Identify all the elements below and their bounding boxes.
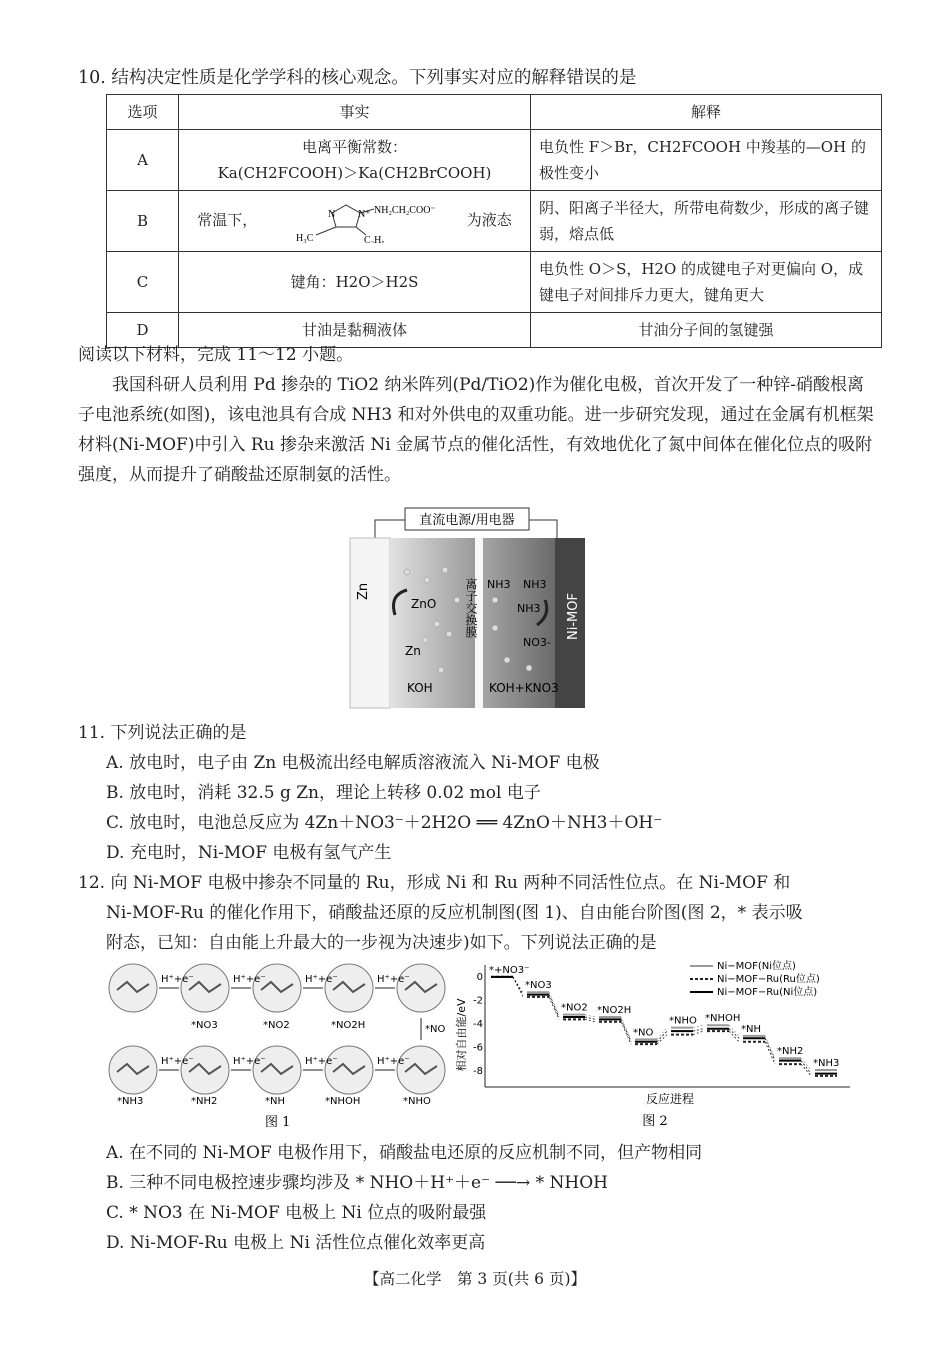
step-label: H⁺+e⁻ — [377, 1056, 410, 1067]
species-nh3: NH3 — [523, 578, 547, 591]
q12-title-line: 附态，已知：自由能上升最大的一步视为决速步)如下。下列说法正确的是 — [106, 933, 657, 953]
ionic-liquid-structure — [262, 199, 462, 243]
energy-connector — [585, 1015, 595, 1017]
fact-suffix: 为液态 — [466, 211, 512, 229]
q12-option-c: C. * NO3 在 Ni-MOF 电极上 Ni 位点的吸附最强 — [106, 1203, 487, 1223]
step-label: *+NO3⁻ — [489, 964, 530, 976]
row-fact: 键角：H2O＞H2S — [179, 252, 531, 313]
step-label: *NHOH — [705, 1013, 741, 1025]
fig1-caption: 图 1 — [265, 1115, 291, 1130]
q12-option-a: A. 在不同的 Ni-MOF 电极作用下，硝酸盐电还原的反应机制不同，但产物相同 — [106, 1143, 703, 1163]
species-zno: ZnO — [411, 597, 437, 611]
fig2-caption: 图 2 — [642, 1114, 668, 1129]
reading-lead: 阅读以下材料，完成 11～12 小题。 — [78, 345, 354, 365]
table-row — [107, 191, 882, 252]
species-koh-kno3: KOH+KNO3 — [489, 681, 559, 695]
species-no3: NO3- — [523, 636, 551, 649]
row-explanation: 阴、阳离子半径大，所带电荷数少，形成的离子键弱，熔点低 — [531, 191, 882, 252]
intermediate-label: *NH — [265, 1096, 285, 1107]
fact-prefix: 常温下， — [197, 211, 258, 229]
species-nh3: NH3 — [517, 602, 541, 615]
step-label: *NO2H — [597, 1004, 632, 1016]
intermediate-label: *NO2H — [331, 1020, 366, 1031]
intermediate-label: *NHO — [403, 1096, 431, 1107]
step-label: H⁺+e⁻ — [161, 1056, 194, 1067]
legend-entry: Ni−MOF−Ru(Ru位点) — [717, 974, 820, 985]
energy-connector — [693, 1029, 703, 1031]
energy-connector — [621, 1022, 631, 1044]
y-tick-label: 0 — [476, 971, 483, 983]
q11-option-d: D. 充电时，Ni-MOF 电极有氢气产生 — [106, 843, 392, 863]
energy-connector — [513, 977, 523, 997]
q12-title-line: Ni-MOF-Ru 的催化作用下，硝酸盐还原的反应机制图(图 1)、自由能台阶图(图 2，* 表示吸 — [106, 903, 803, 923]
energy-connector — [585, 1019, 595, 1021]
species-zn: Zn — [405, 644, 421, 658]
row-explanation: 甘油分子间的氢键强 — [531, 313, 882, 348]
step-label: H⁺+e⁻ — [161, 974, 194, 985]
step-label: H⁺+e⁻ — [233, 974, 266, 985]
step-label: *NO — [633, 1027, 654, 1039]
energy-connector — [657, 1028, 667, 1040]
energy-connector — [621, 1019, 631, 1041]
energy-connector — [729, 1025, 739, 1036]
energy-connector — [657, 1035, 667, 1044]
y-tick-label: -4 — [473, 1019, 483, 1031]
zn-electrode — [350, 538, 390, 708]
step-label: *NH3 — [813, 1058, 840, 1070]
energy-connector — [657, 1031, 667, 1042]
x-axis-label: 反应进程 — [645, 1092, 695, 1106]
step-label: *NO3 — [525, 980, 552, 992]
species-nh3: NH3 — [487, 578, 511, 591]
row-explanation: 电负性 F＞Br，CH2FCOOH 中羧基的—OH 的极性变小 — [531, 130, 882, 191]
species-koh: KOH — [407, 681, 433, 695]
intermediate-label: *NO3 — [191, 1020, 218, 1031]
energy-connector — [765, 1036, 775, 1058]
step-label: *NH2 — [777, 1046, 804, 1058]
row-option: C — [107, 252, 179, 313]
page-footer: 【高二化学 第 3 页(共 6 页)】 — [363, 1270, 587, 1288]
intermediate-label: *NO — [425, 1024, 446, 1035]
step-label: *NO2 — [561, 1002, 588, 1014]
energy-connector — [801, 1058, 811, 1070]
table-header-row — [107, 95, 882, 130]
step-label: H⁺+e⁻ — [305, 974, 338, 985]
row-explanation: 电负性 O＞S，H2O 的成键电子对更偏向 O，成键电子对间排斥力更大，键角更大 — [531, 252, 882, 313]
energy-connector — [765, 1042, 775, 1064]
q11-option-a: A. 放电时，电子由 Zn 电极流出经电解质溶液流入 Ni-MOF 电极 — [106, 753, 600, 773]
y-tick-label: -6 — [473, 1042, 483, 1054]
svg-text:NH₂CH₂COO⁻: NH₂CH₂COO⁻ — [374, 205, 436, 216]
y-tick-label: -8 — [473, 1066, 483, 1078]
step-label: *NH — [741, 1023, 761, 1035]
row-option: A — [107, 130, 179, 191]
fact-line: Ka(CH2FCOOH)＞Ka(CH2BrCOOH) — [217, 164, 492, 182]
intermediate-label: *NO2 — [263, 1020, 290, 1031]
step-label: *NHO — [669, 1015, 697, 1027]
energy-connector — [513, 977, 523, 992]
energy-connector — [729, 1031, 739, 1042]
energy-connector — [729, 1029, 739, 1038]
row-fact — [179, 191, 531, 252]
y-tick-label: -2 — [473, 995, 483, 1007]
left-electrode-label: Zn — [356, 582, 371, 600]
row-fact: 甘油是黏稠液体 — [179, 313, 531, 348]
header-explanation: 解释 — [531, 95, 882, 130]
q12-option-d: D. Ni-MOF-Ru 电极上 Ni 活性位点催化效率更高 — [106, 1233, 486, 1253]
energy-connector — [513, 977, 523, 995]
membrane-label: 离子交换膜 — [464, 578, 478, 638]
q12-option-b: B. 三种不同电极控速步骤均涉及 * NHO＋H⁺＋e⁻ ──→ * NHOH — [106, 1173, 608, 1193]
intermediate-label: *NH2 — [191, 1096, 218, 1107]
svg-text:N⁺: N⁺ — [358, 209, 371, 220]
svg-text:C₂H₅: C₂H₅ — [364, 235, 385, 243]
svg-text:N: N — [328, 209, 336, 220]
energy-connector — [621, 1017, 631, 1039]
fact-line: 电离平衡常数： — [301, 138, 407, 156]
table-row — [107, 252, 882, 313]
q10-table — [106, 94, 882, 348]
step-label: H⁺+e⁻ — [305, 1056, 338, 1067]
q11-option-b: B. 放电时，消耗 32.5 g Zn，理论上转移 0.02 mol 电子 — [106, 783, 541, 803]
intermediate-label: *NH3 — [117, 1096, 144, 1107]
q11-option-c: C. 放电时，电池总反应为 4Zn＋NO3⁻＋2H2O ══ 4ZnO＋NH3＋OH⁻ — [106, 813, 663, 833]
q10-title: 10. 结构决定性质是化学学科的核心观念。下列事实对应的解释错误的是 — [78, 68, 637, 88]
table-row — [107, 130, 882, 191]
legend-entry: Ni−MOF(Ni位点) — [717, 961, 796, 972]
row-option: D — [107, 313, 179, 348]
row-option: B — [107, 191, 179, 252]
y-axis-label: 相对自由能/eV — [455, 998, 468, 1072]
step-label: H⁺+e⁻ — [233, 1056, 266, 1067]
energy-connector — [585, 1017, 595, 1019]
intermediate-label: *NHOH — [325, 1096, 361, 1107]
energy-connector — [693, 1031, 703, 1035]
row-fact — [179, 130, 531, 191]
energy-connector — [765, 1038, 775, 1060]
step-label: H⁺+e⁻ — [377, 974, 410, 985]
energy-connector — [549, 997, 559, 1019]
battery-diagram — [345, 500, 590, 710]
fig2-energy-chart — [455, 955, 855, 1133]
q11-title: 11. 下列说法正确的是 — [78, 723, 247, 743]
energy-connector — [801, 1061, 811, 1074]
header-option: 选项 — [107, 95, 179, 130]
reading-body: 我国科研人员利用 Pd 掺杂的 TiO2 纳米阵列(Pd/TiO2)作为催化电极，首次开发了一种锌-硝酸根离子电池系统(如图)，该电池具有合成 NH3 和对外供电的双重功能。进一步研究发现，通过在金属有机框架材料(Ni-MOF)中引入 Ru 掺杂来激活 Ni 金属节点的催化活性，有效地优化了氮中间体在催化位点的吸附强度，从而提升了硝酸盐还原制氨的活性。 — [78, 375, 874, 485]
header-fact: 事实 — [179, 95, 531, 130]
right-electrode-label: Ni-MOF — [566, 593, 581, 640]
energy-connector — [549, 995, 559, 1017]
energy-connector — [801, 1064, 811, 1076]
svg-text:H₃C: H₃C — [296, 233, 314, 243]
power-label: 直流电源/用电器 — [419, 513, 515, 528]
q12-title-line: 12. 向 Ni-MOF 电极中掺杂不同量的 Ru，形成 Ni 和 Ru 两种不同活性位点。在 Ni-MOF 和 — [78, 873, 791, 893]
legend-entry: Ni−MOF−Ru(Ni位点) — [717, 987, 818, 998]
energy-connector — [549, 992, 559, 1014]
fig1-mechanism — [105, 958, 450, 1133]
